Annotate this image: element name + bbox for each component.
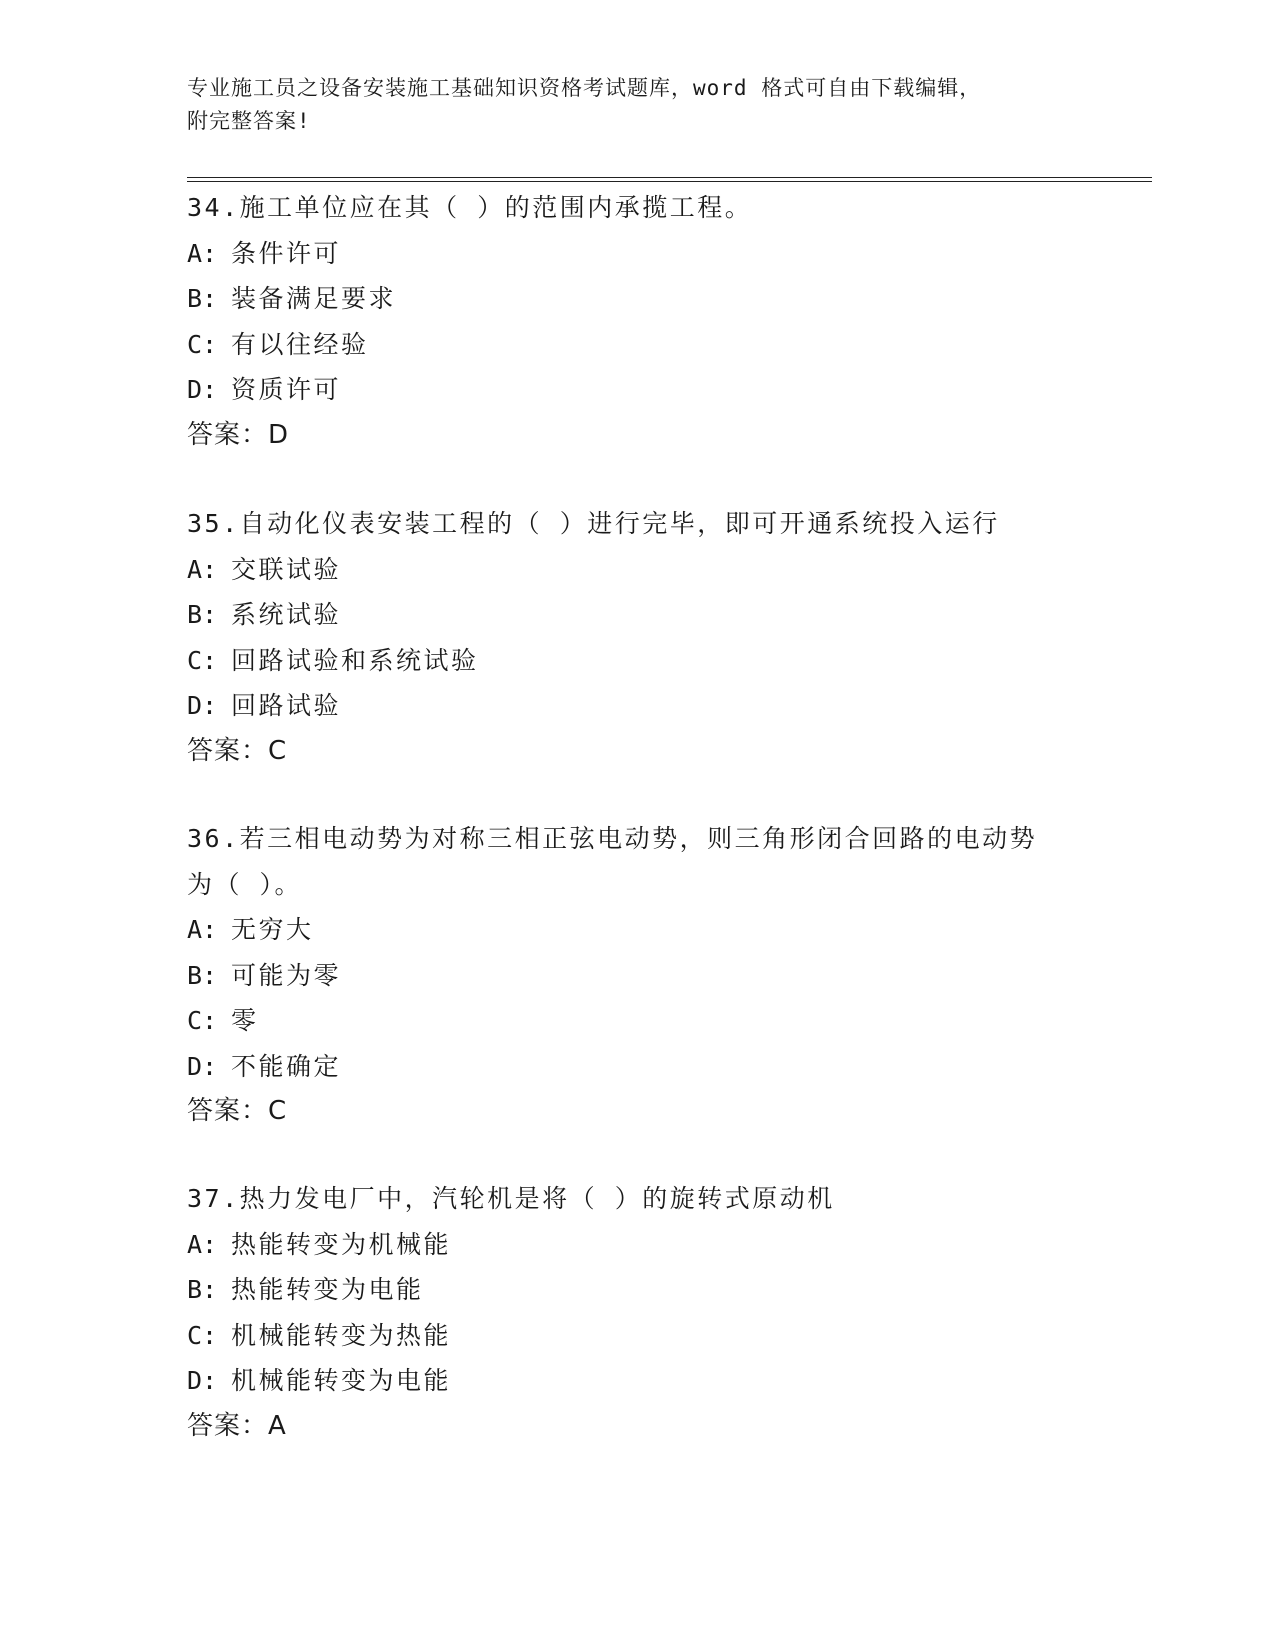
option-a: [187, 907, 1087, 953]
answer: 答案：C: [187, 735, 288, 766]
answer: 答案：D: [187, 419, 290, 450]
option-c: [187, 638, 1087, 684]
option-letter: B:: [187, 600, 218, 629]
option-letter: C:: [187, 645, 218, 675]
question-36: [187, 816, 1087, 1135]
option-text: 热能转变为机械能: [231, 1229, 452, 1259]
option-text: 机械能转变为电能: [231, 1366, 452, 1395]
option-text: 回路试验: [231, 691, 342, 720]
option-d: [187, 367, 1087, 413]
option-letter: A:: [187, 1229, 218, 1259]
answer: 答案：C: [187, 1096, 288, 1126]
option-letter: D:: [187, 691, 218, 720]
option-c: [187, 322, 1087, 368]
question-stem: 34.施工单位应在其（ ）的范围内承揽工程。: [187, 193, 753, 222]
option-text: 热能转变为电能: [231, 1275, 424, 1304]
option-text: 条件许可: [231, 238, 342, 268]
option-b: [187, 276, 1087, 322]
question-37: [187, 1176, 1087, 1449]
option-letter: A:: [187, 554, 218, 584]
option-text: 零: [231, 1006, 259, 1035]
option-letter: D:: [187, 1051, 218, 1081]
option-letter: A:: [187, 238, 218, 268]
option-a: [187, 231, 1087, 277]
option-text: 装备满足要求: [231, 284, 397, 313]
header-line-1: 专业施工员之设备安装施工基础知识资格考试题库，word 格式可自由下载编辑，: [187, 76, 982, 100]
option-d: [187, 1358, 1087, 1404]
question-34: [187, 185, 1087, 458]
header-line-2: 附完整答案!: [187, 109, 311, 133]
option-text: 不能确定: [231, 1051, 342, 1081]
option-letter: A:: [187, 915, 218, 944]
option-letter: C:: [187, 329, 218, 359]
header-divider-bottom: [187, 181, 1152, 182]
option-letter: D:: [187, 375, 218, 404]
question-stem: 35.自动化仪表安装工程的（ ）进行完毕，即可开通系统投入运行: [187, 509, 1000, 538]
option-text: 交联试验: [231, 554, 342, 584]
option-text: 回路试验和系统试验: [231, 645, 479, 675]
document-header: [187, 72, 1067, 138]
option-text: 有以往经验: [231, 329, 369, 359]
option-letter: C:: [187, 1006, 218, 1035]
header-divider-top: [187, 177, 1152, 178]
option-a: [187, 1222, 1087, 1268]
option-b: [187, 953, 1087, 999]
option-letter: B:: [187, 960, 218, 990]
option-a: [187, 547, 1087, 593]
question-35: [187, 501, 1087, 774]
question-stem: 36.若三相电动势为对称三相正弦电动势，则三角形闭合回路的电动势: [187, 824, 1038, 853]
question-stem-continued: 为（ ）。: [187, 869, 303, 899]
option-d: [187, 1044, 1087, 1090]
question-stem: 37.热力发电厂中，汽轮机是将（ ）的旋转式原动机: [187, 1184, 835, 1213]
option-text: 机械能转变为热能: [231, 1320, 452, 1350]
answer: 答案：A: [187, 1410, 287, 1441]
option-letter: B:: [187, 1275, 218, 1304]
option-letter: C:: [187, 1320, 218, 1350]
option-b: [187, 592, 1087, 638]
option-letter: D:: [187, 1366, 218, 1395]
option-text: 可能为零: [231, 960, 342, 990]
option-c: [187, 1313, 1087, 1359]
option-b: [187, 1267, 1087, 1313]
option-text: 资质许可: [231, 375, 342, 404]
option-text: 无穷大: [231, 915, 314, 944]
option-text: 系统试验: [231, 600, 342, 629]
option-letter: B:: [187, 284, 218, 313]
option-c: [187, 998, 1087, 1044]
option-d: [187, 683, 1087, 729]
